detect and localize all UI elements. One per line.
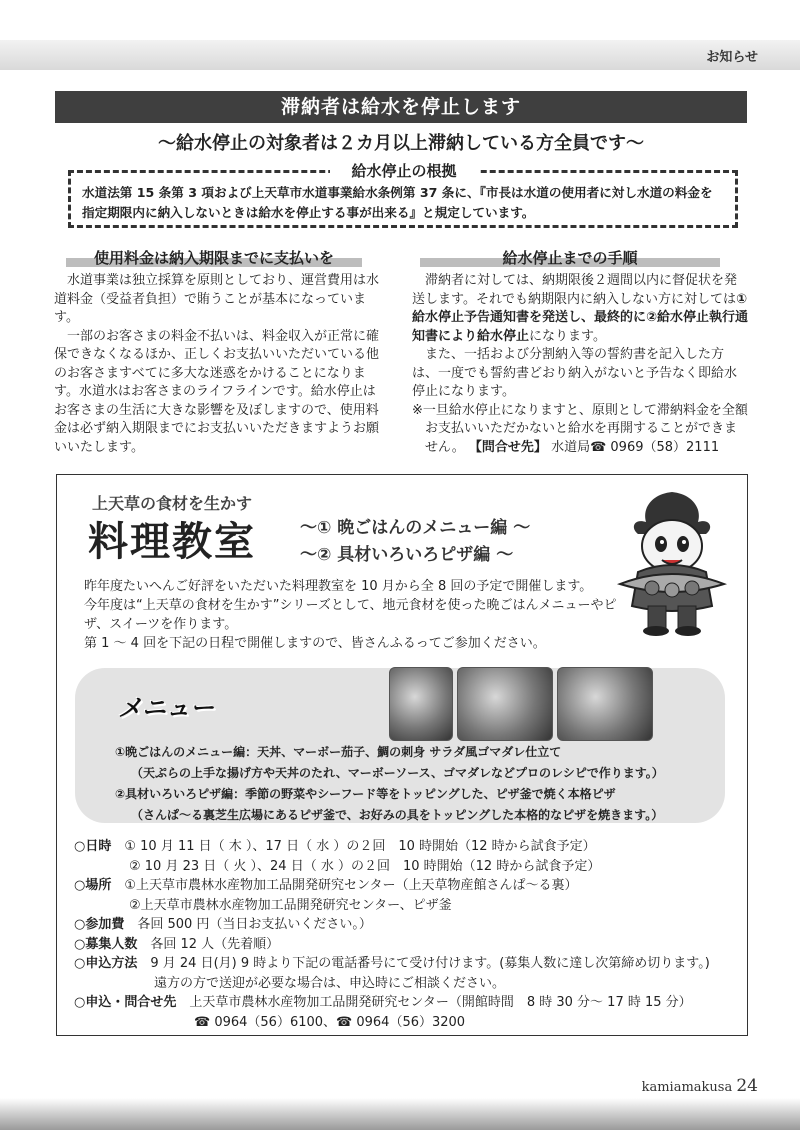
left-paragraph-2: 一部のお客さまの料金不払いは、料金収入が正常に確保できなくなるほか、正しくお支払いいただいている他のお客さますべてに多大な迷惑をかけることになります。水道水はお客さまのライフラインです。給水停止はお客さまの生活に大きな影響を及ぼしますので、使用料金は必ず納入期限までにお支払いいただきますようお願いいたします。 bbox=[54, 328, 380, 455]
menu-list bbox=[115, 742, 664, 826]
right-note-text: ※一旦給水停止になりますと、原則として滞納料金を全額お支払いいただかないと給水を再開することができません。 bbox=[412, 402, 748, 455]
menu-item-1-note: （天ぷらの上手な揚げ方や天丼のたれ、マーボーソース、ゴマダレなどプロのレシピで作ります。） bbox=[131, 766, 664, 780]
menu-heading: メニュー bbox=[118, 694, 214, 722]
detail-fee bbox=[74, 915, 710, 935]
menu-item-2: ②具材いろいろピザ編：季節の野菜やシーフード等をトッピングした、ピザ釜で焼く本格ピザ bbox=[115, 787, 616, 801]
basis-title: 給水停止の根拠 bbox=[330, 160, 478, 181]
footer-brand: kamiamakusa bbox=[641, 1080, 733, 1095]
cooking-big-title: 料理教室 bbox=[88, 519, 256, 565]
right-note bbox=[412, 402, 748, 458]
right-heading: 給水停止までの手順 bbox=[420, 247, 720, 267]
left-heading: 使用料金は納入期限までに支払いを bbox=[66, 247, 362, 267]
detail-capacity bbox=[74, 935, 710, 955]
page-footer bbox=[642, 1076, 758, 1096]
left-column bbox=[54, 272, 387, 457]
apply-1: 9 月 24 日(月) 9 時より下記の電話番号にて受け付けます。(募集人数に達し次第締め切ります。) bbox=[150, 956, 710, 971]
place-label: ○場所 bbox=[74, 878, 112, 893]
contact-1: 上天草市農林水産物加工品開発研究センター（開館時間 8 時 30 分～ 17 時 15 分） bbox=[189, 995, 692, 1010]
cooking-small-title: 上天草の食材を生かす bbox=[92, 494, 253, 513]
detail-date bbox=[74, 837, 710, 857]
menu-item-2-note: （さんぱ～る裏芝生広場にあるピザ釜で、お好みの具をトッピングした本格的なピザを焼きます。） bbox=[131, 808, 664, 822]
detail-apply-2: 遠方の方で送迎が必要な場合は、申込時にご相談ください。 bbox=[154, 975, 506, 991]
mascot-illustration bbox=[612, 488, 732, 638]
article-subtitle: ～給水停止の対象者は２カ月以上滞納している方全員です～ bbox=[158, 133, 644, 154]
right-p1-text: 滞納者に対しては、納期限後２週間以内に督促状を発送します。それでも納期限内に納入しない方に対しては bbox=[412, 273, 738, 307]
detail-apply bbox=[74, 954, 710, 974]
article-title: 滞納者は給水を停止します bbox=[55, 91, 747, 123]
place-1: ①上天草市農林水産物加工品開発研究センター（上天草物産館さんぱ～る裏） bbox=[124, 878, 578, 893]
contact-label: 【問合せ先】 bbox=[468, 439, 547, 455]
page-number: 24 bbox=[736, 1076, 758, 1096]
capacity-label: ○募集人数 bbox=[74, 936, 138, 952]
header-bar bbox=[0, 40, 800, 70]
detail-place-2: ②上天草市農林水産物加工品開発研究センター、ピザ釜 bbox=[129, 897, 452, 913]
detail-place bbox=[74, 876, 710, 896]
fee-label: ○参加費 bbox=[74, 917, 125, 932]
intro-line-2: 今年度は“上天草の食材を生かす”シリーズとして、地元食材を使った晩ごはんメニューやピザ、スイーツを作ります。 bbox=[84, 598, 617, 632]
capacity-value: 各回 12 人（先着順） bbox=[150, 936, 280, 952]
food-photo-2 bbox=[457, 667, 553, 741]
bottom-bar bbox=[0, 1098, 800, 1130]
contact-text: 水道局☎ 0969（58）2111 bbox=[551, 439, 720, 455]
intro-line-3: 第 1 ～ 4 回を下記の日程で開催しますので、皆さんふるってご参加ください。 bbox=[84, 636, 546, 651]
menu-item-1: ①晩ごはんのメニュー編：天丼、マーボー茄子、鯛の刺身 サラダ風ゴマダレ仕立て bbox=[115, 745, 562, 759]
cooking-intro bbox=[84, 577, 624, 653]
basis-text: 水道法第 15 条第 3 項および上天草市水道事業給水条例第 37 条に、『市長は水道の使用者に対し水道の料金を指定期限内に納入しないときは給水を停止する事が出来る』と規定しています。 bbox=[82, 185, 713, 220]
intro-line-1: 昨年度たいへんご好評をいただいた料理教室を 10 月から全 8 回の予定で開催します。 bbox=[84, 579, 593, 594]
right-paragraph-2: また、一括および分割納入等の誓約書を記入した方は、一度でも誓約書どおり納入がないと予告なく即給水停止になります。 bbox=[412, 347, 738, 399]
food-photo-3 bbox=[557, 667, 653, 741]
detail-contact bbox=[74, 993, 710, 1013]
detail-contact-2: ☎ 0964（56）6100、☎ 0964（56）3200 bbox=[194, 1014, 466, 1030]
cooking-line-2: ～② 具材いろいろピザ編 ～ bbox=[300, 545, 514, 565]
left-paragraph-1: 水道事業は独立採算を原則としており、運営費用は水道料金（受益者負担）で賄うことが基本になっています。 bbox=[54, 273, 380, 325]
right-p1-end: になります。 bbox=[529, 328, 606, 344]
detail-date-2: ② 10 月 23 日（ 火 ）、24 日（ 水 ）の２回 10 時開始（12 時から試食予定） bbox=[129, 858, 601, 874]
contact-label-cooking: ○申込・問合せ先 bbox=[74, 995, 177, 1010]
date-1: ① 10 月 11 日（ 木 ）、17 日（ 水 ）の２回 10 時開始（12 時から試食予定） bbox=[124, 839, 596, 854]
food-photo-1 bbox=[389, 667, 453, 741]
right-column bbox=[412, 272, 748, 457]
section-label: お知らせ bbox=[706, 50, 758, 65]
event-details bbox=[74, 837, 710, 1032]
fee-value: 各回 500 円（当日お支払いください。） bbox=[137, 917, 372, 932]
cooking-line-1: ～① 晩ごはんのメニュー編 ～ bbox=[300, 518, 531, 538]
right-p1-bold: ①給水停止予告通知書を発送し、最終的に②給水停止執行通知書により給水停止 bbox=[412, 291, 749, 344]
date-label: ○日時 bbox=[74, 839, 112, 854]
right-paragraph-1 bbox=[412, 272, 748, 346]
apply-label: ○申込方法 bbox=[74, 956, 138, 971]
